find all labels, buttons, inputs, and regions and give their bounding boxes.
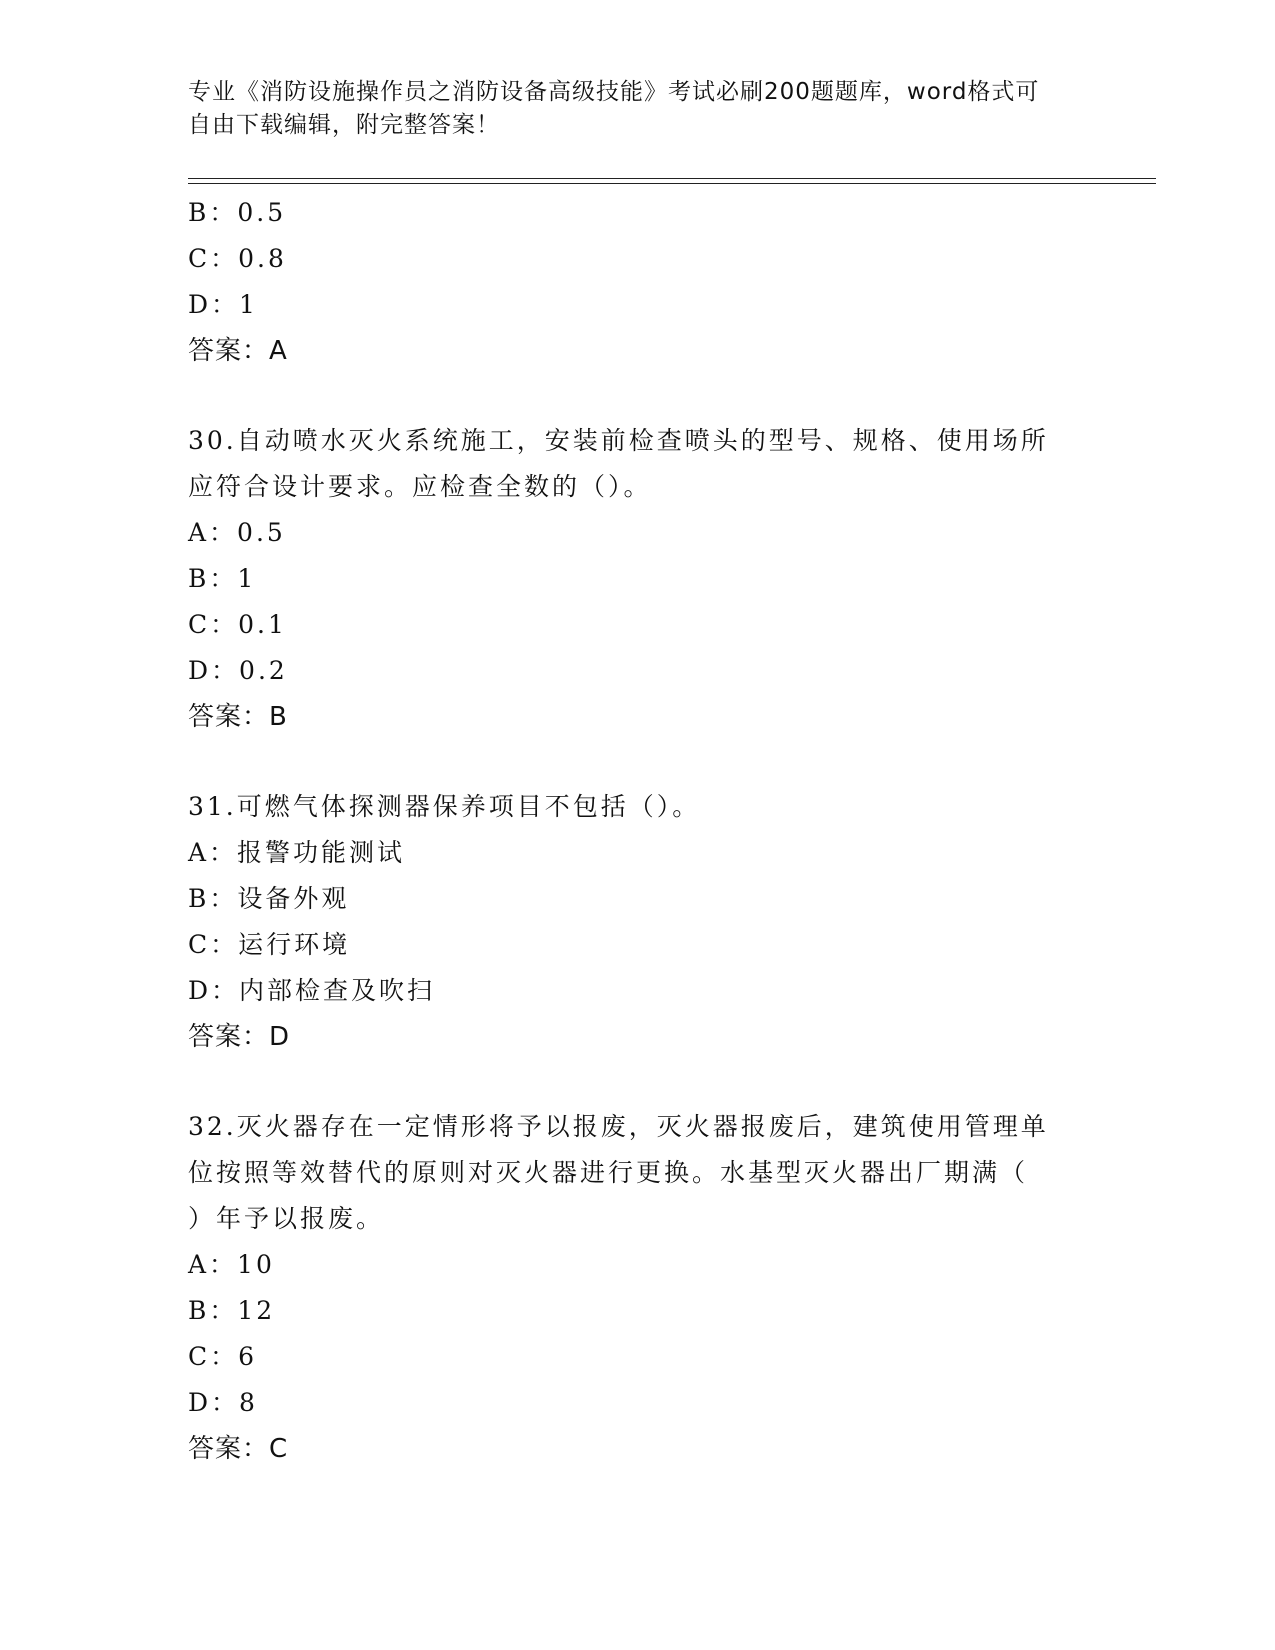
question-31 bbox=[188, 784, 1088, 1060]
document-header bbox=[188, 76, 1088, 142]
option-d: D：1 bbox=[188, 290, 258, 319]
header-line-2: 自由下载编辑，附完整答案！ bbox=[188, 112, 500, 138]
document-body bbox=[188, 190, 1088, 1472]
header-divider-bottom bbox=[188, 183, 1156, 184]
answer-line: 答案：D bbox=[188, 1022, 291, 1052]
option-b: B：设备外观 bbox=[188, 884, 350, 913]
option-b: B：0.5 bbox=[188, 198, 287, 227]
question-text-line: 32.灭火器存在一定情形将予以报废，灭火器报废后，建筑使用管理单 bbox=[188, 1112, 1049, 1141]
option-c: C：0.8 bbox=[188, 244, 287, 273]
option-c: C：运行环境 bbox=[188, 930, 351, 959]
option-d: D：内部检查及吹扫 bbox=[188, 976, 436, 1005]
option-d: D：0.2 bbox=[188, 656, 288, 685]
option-a: A：0.5 bbox=[188, 518, 286, 547]
question-32 bbox=[188, 1104, 1088, 1472]
partial-question-block bbox=[188, 190, 1088, 374]
option-d: D：8 bbox=[188, 1388, 258, 1417]
option-c: C：0.1 bbox=[188, 610, 287, 639]
question-text-line: 31.可燃气体探测器保养项目不包括（）。 bbox=[188, 792, 701, 821]
question-text-line: 应符合设计要求。应检查全数的（）。 bbox=[188, 472, 652, 501]
option-b: B：1 bbox=[188, 564, 257, 593]
question-text-line: 30.自动喷水灭火系统施工，安装前检查喷头的型号、规格、使用场所 bbox=[188, 426, 1049, 455]
question-text-line: 位按照等效替代的原则对灭火器进行更换。水基型灭火器出厂期满（ bbox=[188, 1158, 1029, 1187]
option-b: B：12 bbox=[188, 1296, 276, 1325]
header-divider-top bbox=[188, 178, 1156, 179]
answer-line: 答案：C bbox=[188, 1434, 289, 1464]
question-text-line: ）年予以报废。 bbox=[188, 1204, 385, 1233]
answer-line: 答案：A bbox=[188, 336, 288, 366]
option-c: C：6 bbox=[188, 1342, 258, 1371]
answer-line: 答案：B bbox=[188, 702, 288, 732]
question-30 bbox=[188, 418, 1088, 740]
option-a: A：10 bbox=[188, 1250, 275, 1279]
option-a: A：报警功能测试 bbox=[188, 838, 406, 867]
header-line-1: 专业《消防设施操作员之消防设备高级技能》考试必刷200题题库，word格式可 bbox=[188, 79, 1040, 105]
